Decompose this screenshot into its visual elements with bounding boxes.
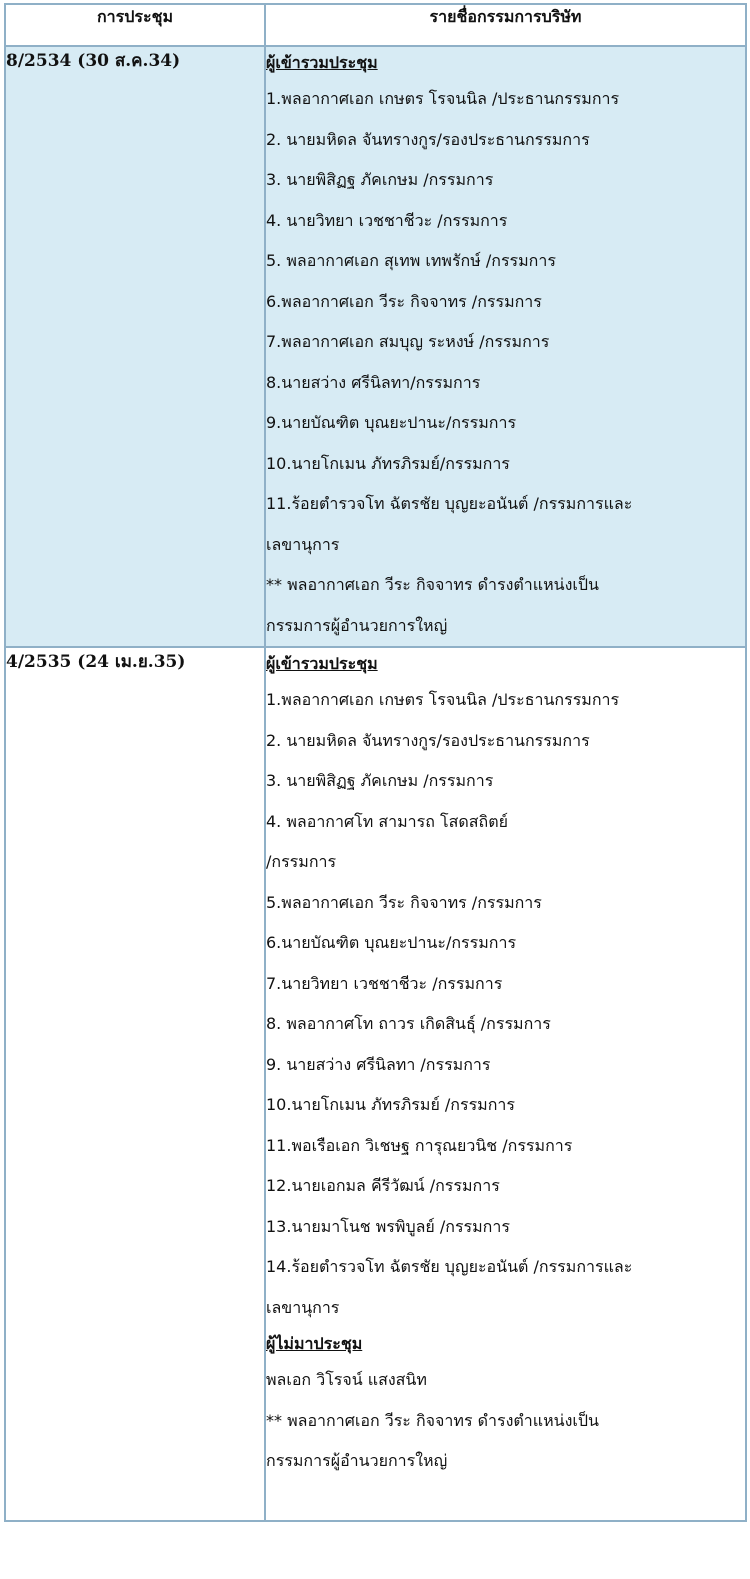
- list-item: 6.นายบัณฑิต บุณยะปานะ/กรรมการ: [266, 933, 517, 952]
- list-item: 8.นายสว่าง ศรีนิลทา/กรรมการ: [266, 372, 481, 392]
- column-header-meeting: การประชุม: [5, 4, 265, 46]
- list-item: 10.นายโกเมน ภัทรภิรมย์ /กรรมการ: [266, 1095, 515, 1114]
- list-item: 1.พลอากาศเอก เกษตร โรจนนิล /ประธานกรรมการ: [266, 690, 620, 709]
- list-item: 4. นายวิทยา เวชชาชีวะ /กรรมการ: [266, 210, 508, 230]
- meeting-table: [4, 3, 747, 1522]
- list-item: 3. นายพิสิฏฐ ภัคเกษม /กรรมการ: [266, 771, 494, 790]
- list-item: 9. นายสว่าง ศรีนิลทา /กรรมการ: [266, 1054, 491, 1074]
- note-line: กรรมการผู้อำนวยการใหญ่: [266, 615, 448, 635]
- list-item: 11.พอเรือเอก วิเชษฐ การุณยวนิช /กรรมการ: [266, 1135, 573, 1155]
- list-item: 1.พลอากาศเอก เกษตร โรจนนิล /ประธานกรรมการ: [266, 89, 620, 108]
- list-item: 3. นายพิสิฏฐ ภัคเกษม /กรรมการ: [266, 170, 494, 189]
- list-item: เลขานุการ: [266, 534, 340, 554]
- list-item: 12.นายเอกมล คีรีวัฒน์ /กรรมการ: [266, 1176, 500, 1195]
- list-item: 5.พลอากาศเอก วีระ กิจจาทร /กรรมการ: [266, 892, 542, 912]
- list-item: 9.นายบัณฑิต บุณยะปานะ/กรรมการ: [266, 413, 517, 432]
- meeting-id: 8/2534 (30 ส.ค.34): [6, 51, 181, 71]
- meeting-id: 4/2535 (24 เม.ย.35): [6, 652, 186, 672]
- absent-heading: ผู้ไม่มาประชุม: [266, 1334, 363, 1353]
- list-item: 14.ร้อยตำรวจโท ฉัตรชัย บุญยะอนันต์ /กรรมการและ: [266, 1257, 633, 1276]
- list-item: เลขานุการ: [266, 1297, 340, 1317]
- attendee-cell: [265, 46, 746, 647]
- list-item: 4. พลอากาศโท สามารถ โสดสถิตย์: [266, 811, 508, 831]
- table-row: [5, 46, 746, 647]
- list-item: 7.พลอากาศเอก สมบุญ ระหงษ์ /กรรมการ: [266, 332, 550, 351]
- list-item: 2. นายมหิดล จันทรางกูร/รองประธานกรรมการ: [266, 730, 590, 750]
- note-line: ** พลอากาศเอก วีระ กิจจาทร ดำรงตำแหน่งเป็น: [266, 1410, 599, 1430]
- note-line: ** พลอากาศเอก วีระ กิจจาทร ดำรงตำแหน่งเป็น: [266, 575, 599, 594]
- absent-item: พลเอก วิโรจน์ แสงสนิท: [266, 1370, 427, 1389]
- attended-heading: ผู้เข้ารวมประชุม: [266, 654, 378, 673]
- meeting-cell: [5, 46, 265, 647]
- list-item: 5. พลอากาศเอก สุเทพ เทพรักษ์ /กรรมการ: [266, 251, 556, 270]
- list-item: 8. พลอากาศโท ถาวร เกิดสินธุ์ /กรรมการ: [266, 1014, 551, 1033]
- column-header-board: รายชื่อกรรมการบริษัท: [265, 4, 746, 46]
- note-line: กรรมการผู้อำนวยการใหญ่: [266, 1451, 448, 1470]
- attendee-cell: [265, 647, 746, 1521]
- attended-heading: ผู้เข้ารวมประชุม: [266, 53, 378, 72]
- list-item: 7.นายวิทยา เวชชาชีวะ /กรรมการ: [266, 973, 503, 993]
- list-item: 10.นายโกเมน ภัทรภิรมย์/กรรมการ: [266, 453, 510, 473]
- list-item: 11.ร้อยตำรวจโท ฉัตรชัย บุญยะอนันต์ /กรรมการและ: [266, 494, 633, 513]
- list-item: 13.นายมาโนช พรพิบูลย์ /กรรมการ: [266, 1216, 510, 1236]
- meeting-cell: [5, 647, 265, 1521]
- table-row: [5, 647, 746, 1521]
- list-item: /กรรมการ: [266, 852, 337, 871]
- list-item: 2. นายมหิดล จันทรางกูร/รองประธานกรรมการ: [266, 129, 590, 149]
- list-item: 6.พลอากาศเอก วีระ กิจจาทร /กรรมการ: [266, 291, 542, 311]
